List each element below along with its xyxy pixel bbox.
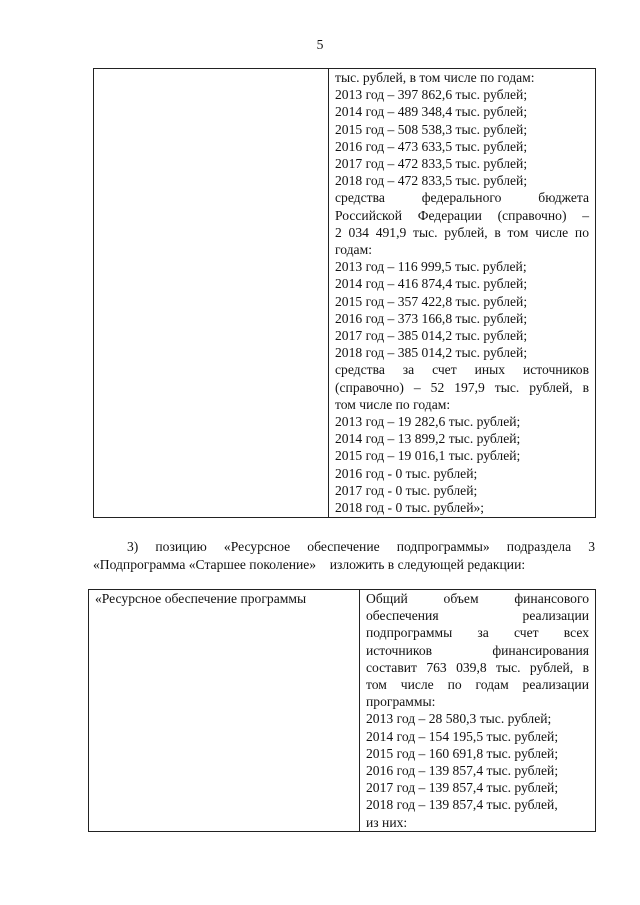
year-line: 2018 год – 139 857,4 тыс. рублей, (366, 797, 558, 813)
year-line: 2014 год – 416 874,4 тыс. рублей; (335, 276, 528, 292)
year-line: 2018 год – 472 833,5 тыс. рублей; (335, 173, 528, 189)
year-line: 2014 год – 489 348,4 тыс. рублей; (335, 104, 528, 120)
table-row (89, 590, 596, 832)
year-line: 2017 год – 139 857,4 тыс. рублей; (366, 780, 559, 796)
intro-line: подпрограммы за счет всех (366, 625, 589, 641)
amendment-paragraph (93, 538, 595, 574)
year-line: 2017 год – 472 833,5 тыс. рублей; (335, 156, 528, 172)
year-line: 2016 год – 373 166,8 тыс. рублей; (335, 310, 528, 326)
table-cell-label (89, 590, 360, 832)
year-line: 2013 год – 397 862,6 тыс. рублей; (335, 87, 528, 103)
year-line: 2018 год – 385 014,2 тыс. рублей; (335, 345, 528, 361)
table-cell-content (360, 590, 596, 832)
federal-heading-line: годам: (335, 242, 372, 258)
other-total-line: (справочно) – 52 197,9 тыс. рублей, в (335, 379, 589, 395)
resource-table-continuation (93, 68, 596, 518)
page-number: 5 (316, 37, 324, 52)
paragraph-line: «Подпрограмма «Старшее поколение» изложить в следующей редакции: (93, 557, 526, 572)
year-line: 2014 год – 154 195,5 тыс. рублей; (366, 728, 559, 744)
year-line: 2015 год – 160 691,8 тыс. рублей; (366, 745, 559, 761)
year-line: 2018 год - 0 тыс. рублей»; (335, 500, 485, 516)
intro-line: обеспечения реализации (366, 608, 589, 624)
intro-line: программы: (366, 694, 436, 710)
federal-heading-line: Российской Федерации (справочно) – (335, 207, 589, 223)
intro-line: том числе по годам реализации (366, 677, 589, 693)
intro-line: Общий объем финансового (366, 591, 589, 606)
year-line: 2017 год - 0 тыс. рублей; (335, 482, 478, 498)
year-line: 2016 год – 139 857,4 тыс. рублей; (366, 763, 559, 779)
year-line: 2013 год – 19 282,6 тыс. рублей; (335, 414, 521, 430)
year-line: 2016 год – 473 633,5 тыс. рублей; (335, 138, 528, 154)
intro-line: источников финансирования (366, 642, 589, 658)
table-cell-content (329, 69, 596, 518)
text-line: тыс. рублей, в том числе по годам: (335, 70, 535, 85)
text-line: из них: (366, 814, 408, 830)
year-line: 2015 год – 508 538,3 тыс. рублей; (335, 121, 528, 137)
year-line: 2017 год – 385 014,2 тыс. рублей; (335, 328, 528, 344)
other-heading-line: том числе по годам: (335, 396, 451, 412)
paragraph-line: 3) позицию «Ресурсное обеспечение подпрограммы» подраздела 3 (127, 539, 595, 554)
federal-heading-line: средства федерального бюджета (335, 190, 589, 206)
year-line: 2013 год – 28 580,3 тыс. рублей; (366, 711, 552, 727)
row-label: «Ресурсное обеспечение программы (95, 591, 307, 606)
intro-total-line: составит 763 039,8 тыс. рублей, в (366, 659, 589, 675)
other-heading-line: средства за счет иных источников (335, 362, 589, 378)
year-line: 2016 год - 0 тыс. рублей; (335, 465, 478, 481)
year-line: 2015 год – 357 422,8 тыс. рублей; (335, 293, 528, 309)
table-row (94, 69, 596, 518)
table-cell-label (94, 69, 329, 518)
year-line: 2013 год – 116 999,5 тыс. рублей; (335, 259, 527, 275)
resource-table-subprogram (88, 589, 596, 832)
federal-total-line: 2 034 491,9 тыс. рублей, в том числе по (335, 224, 589, 240)
year-line: 2015 год – 19 016,1 тыс. рублей; (335, 448, 521, 464)
year-line: 2014 год – 13 899,2 тыс. рублей; (335, 431, 521, 447)
